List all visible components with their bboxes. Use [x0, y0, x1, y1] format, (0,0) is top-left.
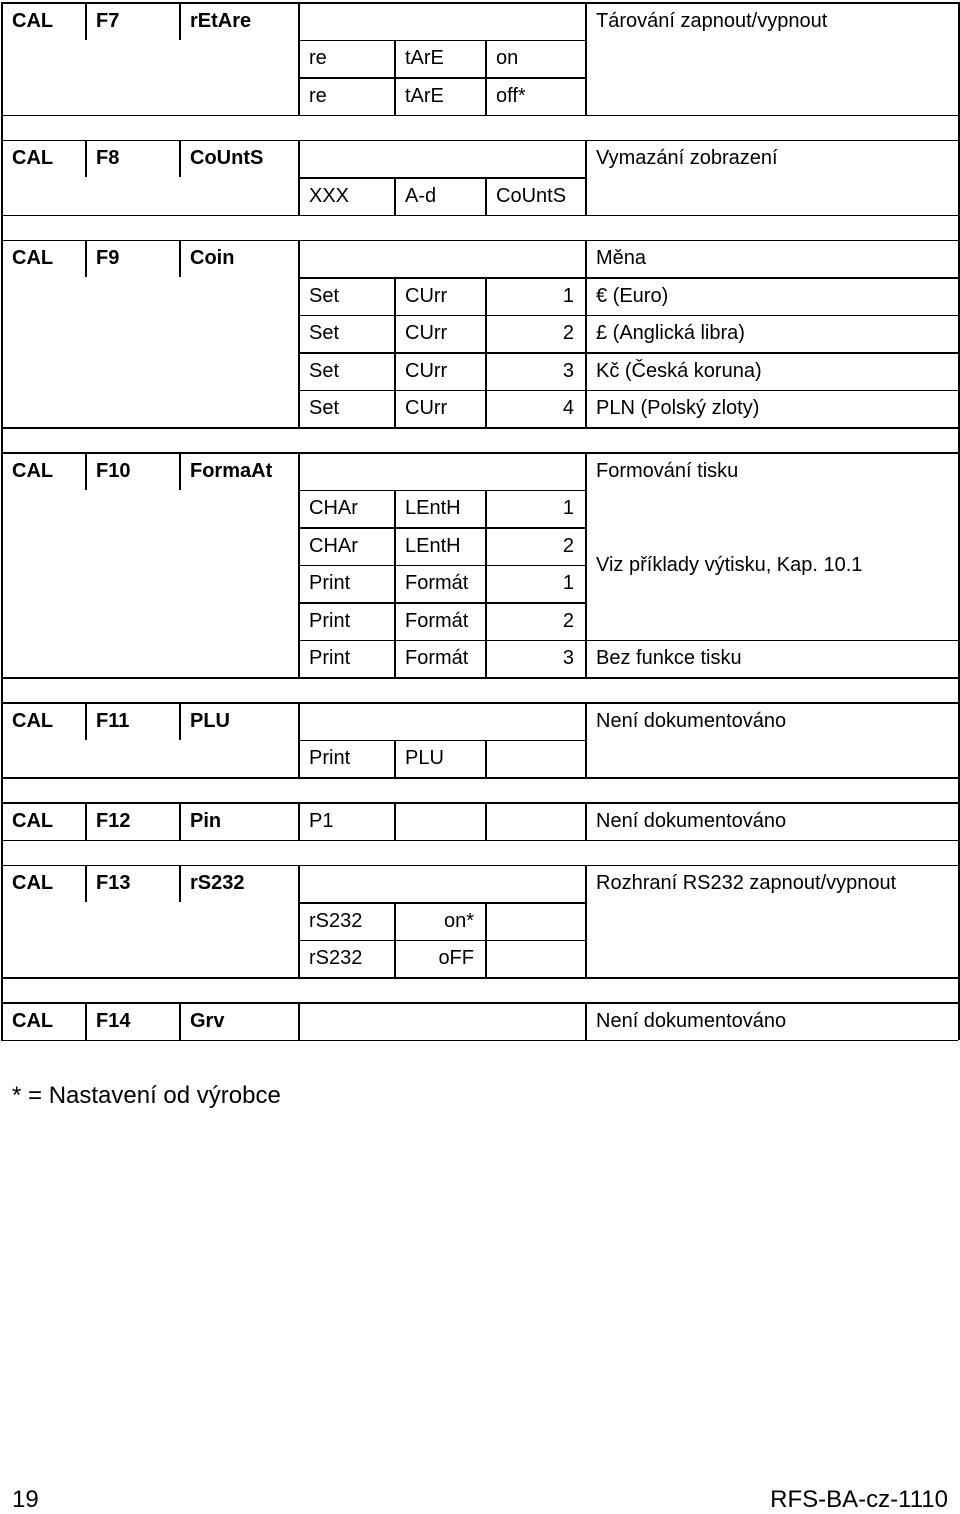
table-rule	[585, 2, 587, 40]
table-rule	[298, 740, 300, 778]
parameter-cell: rS232	[309, 947, 363, 970]
table-rule	[1, 802, 958, 804]
table-rule	[179, 452, 181, 490]
table-rule	[585, 240, 587, 278]
code-cell: CAL	[12, 872, 54, 895]
parameter-cell: 1	[562, 572, 574, 595]
table-rule	[485, 352, 487, 390]
table-rule	[394, 602, 396, 640]
table-rule	[585, 940, 587, 978]
table-rule	[585, 77, 587, 115]
table-rule	[85, 2, 87, 40]
parameter-cell: on*	[443, 909, 474, 932]
table-rule	[958, 140, 960, 178]
code-cell: F11	[96, 709, 130, 732]
table-rule	[1, 565, 3, 603]
table-rule	[298, 490, 300, 528]
table-rule	[298, 902, 585, 904]
table-rule	[394, 277, 396, 315]
table-rule	[1, 977, 3, 1002]
table-rule	[585, 602, 587, 640]
code-cell: F7	[96, 9, 120, 32]
table-rule	[298, 602, 300, 640]
table-rule	[298, 940, 585, 942]
code-cell: CAL	[12, 459, 54, 482]
parameter-cell: on	[496, 47, 519, 70]
parameter-cell: 4	[562, 397, 574, 420]
table-rule	[298, 77, 300, 115]
parameter-cell: 1	[562, 497, 574, 520]
table-rule	[1, 802, 3, 840]
table-rule	[585, 452, 587, 490]
parameter-cell: tArE	[405, 47, 444, 70]
table-rule	[585, 277, 587, 315]
description-cell: Není dokumentováno	[596, 809, 787, 832]
table-rule	[485, 40, 487, 78]
table-rule	[585, 315, 587, 353]
table-rule	[298, 2, 300, 40]
table-rule	[298, 490, 585, 492]
table-rule	[1, 527, 3, 565]
table-rule	[958, 740, 960, 778]
table-rule	[298, 452, 300, 490]
table-rule	[298, 740, 585, 742]
table-rule	[394, 77, 396, 115]
table-rule	[298, 352, 585, 354]
code-cell: P1	[309, 809, 334, 832]
code-cell: PLU	[190, 709, 230, 732]
table-rule	[179, 802, 181, 840]
table-rule	[485, 565, 487, 603]
table-rule	[958, 390, 960, 428]
table-rule	[485, 802, 487, 840]
table-rule	[958, 277, 960, 315]
table-rule	[485, 940, 487, 978]
table-rule	[485, 527, 487, 565]
table-rule	[1, 677, 3, 702]
table-rule	[85, 865, 87, 903]
parameter-cell: LEntH	[405, 534, 461, 557]
table-rule	[585, 40, 587, 78]
table-rule	[298, 565, 300, 603]
table-rule	[585, 565, 587, 603]
table-rule	[585, 702, 587, 740]
parameter-cell: Print	[309, 609, 351, 632]
table-rule	[1, 352, 3, 390]
parameter-cell: Formát	[405, 572, 469, 595]
parameter-cell: CoUntS	[496, 184, 567, 207]
parameter-cell: 2	[562, 609, 574, 632]
parameter-cell: Formát	[405, 609, 469, 632]
parameter-cell: PLU	[405, 747, 444, 770]
table-rule	[1, 240, 3, 278]
code-cell: F12	[96, 809, 131, 832]
table-rule	[1, 215, 3, 240]
table-rule	[298, 802, 300, 840]
parameter-cell: Print	[309, 747, 351, 770]
table-rule	[585, 390, 587, 428]
table-rule	[585, 640, 958, 642]
description-cell: Formování tisku	[596, 459, 739, 482]
table-rule	[1, 840, 3, 865]
table-rule	[1, 865, 958, 867]
table-rule	[1, 452, 3, 490]
table-rule	[1, 902, 3, 940]
table-rule	[394, 565, 396, 603]
table-rule	[298, 315, 585, 317]
table-rule	[958, 77, 960, 115]
table-rule	[585, 802, 587, 840]
description-cell: Kč (Česká koruna)	[596, 359, 762, 382]
table-rule	[179, 240, 181, 278]
table-rule	[958, 840, 960, 865]
table-rule	[585, 277, 958, 279]
table-rule	[1, 77, 3, 115]
table-rule	[394, 177, 396, 215]
table-rule	[485, 902, 487, 940]
description-cell: Vymazání zobrazení	[596, 147, 778, 170]
table-rule	[958, 490, 960, 528]
table-rule	[585, 352, 587, 390]
code-cell: CAL	[12, 147, 54, 170]
table-rule	[585, 390, 958, 392]
parameter-cell: A-d	[405, 184, 437, 207]
parameter-cell: Set	[309, 284, 340, 307]
parameter-cell: Print	[309, 572, 351, 595]
table-rule	[298, 565, 585, 567]
table-rule	[1, 602, 3, 640]
table-rule	[1, 2, 958, 4]
table-rule	[394, 740, 396, 778]
table-rule	[394, 527, 396, 565]
table-rule	[394, 390, 396, 428]
table-rule	[958, 2, 960, 40]
table-rule	[485, 315, 487, 353]
table-rule	[958, 427, 960, 452]
table-rule	[958, 240, 960, 278]
table-rule	[485, 277, 487, 315]
table-rule	[1, 452, 958, 454]
table-rule	[1, 215, 958, 217]
table-rule	[179, 702, 181, 740]
description-cell: Rozhraní RS232 zapnout/vypnout	[596, 872, 897, 895]
table-rule	[958, 640, 960, 678]
table-rule	[298, 527, 585, 529]
code-cell: rEtAre	[190, 9, 252, 32]
parameter-cell: off*	[496, 84, 526, 107]
table-rule	[958, 115, 960, 140]
parameter-cell: tArE	[405, 84, 444, 107]
table-rule	[298, 390, 585, 392]
parameter-cell: oFF	[438, 947, 474, 970]
table-rule	[585, 902, 587, 940]
table-rule	[298, 640, 585, 642]
parameter-cell: Formát	[405, 647, 469, 670]
table-rule	[1, 140, 3, 178]
table-rule	[1, 1002, 3, 1040]
table-rule	[298, 240, 300, 278]
parameter-cell: CUrr	[405, 284, 448, 307]
table-rule	[485, 490, 487, 528]
table-rule	[298, 40, 300, 78]
table-rule	[485, 602, 487, 640]
table-rule	[585, 352, 958, 354]
table-rule	[298, 902, 300, 940]
footnote: * = Nastavení od výrobce	[12, 1082, 281, 1109]
table-rule	[1, 115, 3, 140]
table-rule	[958, 527, 960, 565]
table-rule	[958, 702, 960, 740]
page-number: 19	[12, 1486, 39, 1513]
table-rule	[179, 1002, 181, 1040]
table-rule	[958, 677, 960, 702]
table-rule	[298, 390, 300, 428]
table-rule	[1, 940, 3, 978]
table-rule	[1, 777, 3, 802]
table-rule	[585, 640, 587, 678]
parameter-cell: re	[309, 84, 327, 107]
table-rule	[485, 77, 487, 115]
description-cell: Bez funkce tisku	[596, 647, 742, 670]
code-cell: Grv	[190, 1009, 225, 1032]
table-rule	[1, 677, 958, 679]
parameter-cell: XXX	[309, 184, 350, 207]
table-rule	[1, 315, 3, 353]
table-rule	[958, 352, 960, 390]
table-rule	[1, 40, 3, 78]
table-rule	[298, 527, 300, 565]
table-rule	[585, 527, 587, 565]
code-cell: CAL	[12, 1009, 54, 1032]
parameter-cell: CUrr	[405, 397, 448, 420]
table-rule	[958, 865, 960, 903]
code-cell: CAL	[12, 809, 54, 832]
parameter-cell: Print	[309, 647, 351, 670]
table-rule	[394, 315, 396, 353]
table-rule	[85, 452, 87, 490]
table-rule	[85, 240, 87, 278]
parameter-cell: re	[309, 47, 327, 70]
table-rule	[1, 140, 958, 142]
table-rule	[958, 902, 960, 940]
table-rule	[394, 490, 396, 528]
code-cell: CAL	[12, 9, 54, 32]
table-rule	[958, 40, 960, 78]
table-rule	[958, 777, 960, 802]
table-rule	[298, 640, 300, 678]
table-rule	[394, 352, 396, 390]
table-rule	[1, 240, 958, 242]
table-rule	[1, 427, 958, 429]
table-rule	[394, 902, 396, 940]
code-cell: FormaAt	[190, 459, 273, 482]
table-rule	[85, 1002, 87, 1040]
table-rule	[179, 140, 181, 178]
table-rule	[1, 702, 958, 704]
code-cell: F10	[96, 459, 131, 482]
table-rule	[298, 602, 585, 604]
description-cell: Tárování zapnout/vypnout	[596, 9, 828, 32]
parameter-cell: 3	[562, 359, 574, 382]
table-rule	[958, 1002, 960, 1040]
table-rule	[1, 2, 3, 40]
table-rule	[298, 140, 300, 178]
code-cell: F14	[96, 1009, 131, 1032]
table-rule	[1, 840, 958, 842]
table-rule	[585, 140, 587, 178]
table-rule	[1, 1002, 958, 1004]
table-rule	[958, 940, 960, 978]
parameter-cell: Set	[309, 359, 340, 382]
code-cell: F13	[96, 872, 131, 895]
table-rule	[298, 940, 300, 978]
table-rule	[298, 177, 300, 215]
table-rule	[1, 640, 3, 678]
parameter-cell: 2	[562, 322, 574, 345]
parameter-cell: LEntH	[405, 497, 461, 520]
table-rule	[394, 40, 396, 78]
code-cell: Pin	[190, 809, 222, 832]
parameter-cell: CHAr	[309, 497, 358, 520]
table-rule	[298, 865, 300, 903]
table-rule	[1, 740, 3, 778]
table-rule	[1, 177, 3, 215]
table-rule	[1, 865, 3, 903]
table-rule	[485, 390, 487, 428]
table-rule	[1, 390, 3, 428]
table-rule	[1, 427, 3, 452]
parameter-cell: CHAr	[309, 534, 358, 557]
parameter-cell: Set	[309, 322, 340, 345]
table-rule	[585, 315, 958, 317]
description-cell: Měna	[596, 247, 647, 270]
table-rule	[298, 352, 300, 390]
table-rule	[585, 490, 587, 528]
table-rule	[298, 40, 585, 42]
table-rule	[958, 452, 960, 490]
table-rule	[394, 802, 396, 840]
table-rule	[958, 977, 960, 1002]
description-cell: PLN (Polský zloty)	[596, 397, 760, 420]
table-rule	[485, 640, 487, 678]
table-rule	[958, 802, 960, 840]
table-rule	[394, 940, 396, 978]
table-rule	[298, 1002, 300, 1040]
table-rule	[1, 115, 958, 117]
table-rule	[585, 865, 587, 903]
parameter-cell: CUrr	[405, 359, 448, 382]
table-rule	[1, 702, 3, 740]
parameter-cell: 1	[562, 284, 574, 307]
table-rule	[85, 802, 87, 840]
parameter-cell: 2	[562, 534, 574, 557]
code-cell: CAL	[12, 247, 54, 270]
table-rule	[298, 277, 300, 315]
table-rule	[1, 777, 958, 779]
table-rule	[298, 177, 585, 179]
table-rule	[585, 177, 587, 215]
code-cell: F8	[96, 147, 120, 170]
table-rule	[585, 1002, 587, 1040]
description-cell: Není dokumentováno	[596, 709, 787, 732]
table-rule	[394, 640, 396, 678]
parameter-cell: rS232	[309, 909, 363, 932]
document-id: RFS-BA-cz-1110	[770, 1486, 948, 1513]
table-rule	[958, 177, 960, 215]
table-rule	[85, 140, 87, 178]
table-rule	[179, 2, 181, 40]
code-cell: F9	[96, 247, 120, 270]
table-rule	[958, 602, 960, 640]
table-rule	[485, 740, 487, 778]
merged-description-cell: Viz příklady výtisku, Kap. 10.1	[596, 553, 863, 576]
description-cell: £ (Anglická libra)	[596, 322, 745, 345]
table-rule	[1, 490, 3, 528]
code-cell: CoUntS	[190, 147, 264, 170]
table-rule	[1, 277, 3, 315]
code-cell: rS232	[190, 872, 245, 895]
code-cell: Coin	[190, 247, 235, 270]
table-rule	[585, 740, 587, 778]
table-rule	[179, 865, 181, 903]
table-rule	[298, 77, 585, 79]
table-rule	[298, 277, 585, 279]
table-rule	[1, 977, 958, 979]
parameter-cell: Set	[309, 397, 340, 420]
code-cell: CAL	[12, 709, 54, 732]
table-rule	[958, 565, 960, 603]
table-rule	[1, 1040, 958, 1042]
table-rule	[298, 702, 300, 740]
table-rule	[298, 315, 300, 353]
table-rule	[485, 177, 487, 215]
parameter-cell: 3	[562, 647, 574, 670]
parameter-cell: CUrr	[405, 322, 448, 345]
description-cell: Není dokumentováno	[596, 1009, 787, 1032]
table-rule	[958, 315, 960, 353]
table-rule	[85, 702, 87, 740]
table-rule	[958, 215, 960, 240]
description-cell: € (Euro)	[596, 284, 669, 307]
